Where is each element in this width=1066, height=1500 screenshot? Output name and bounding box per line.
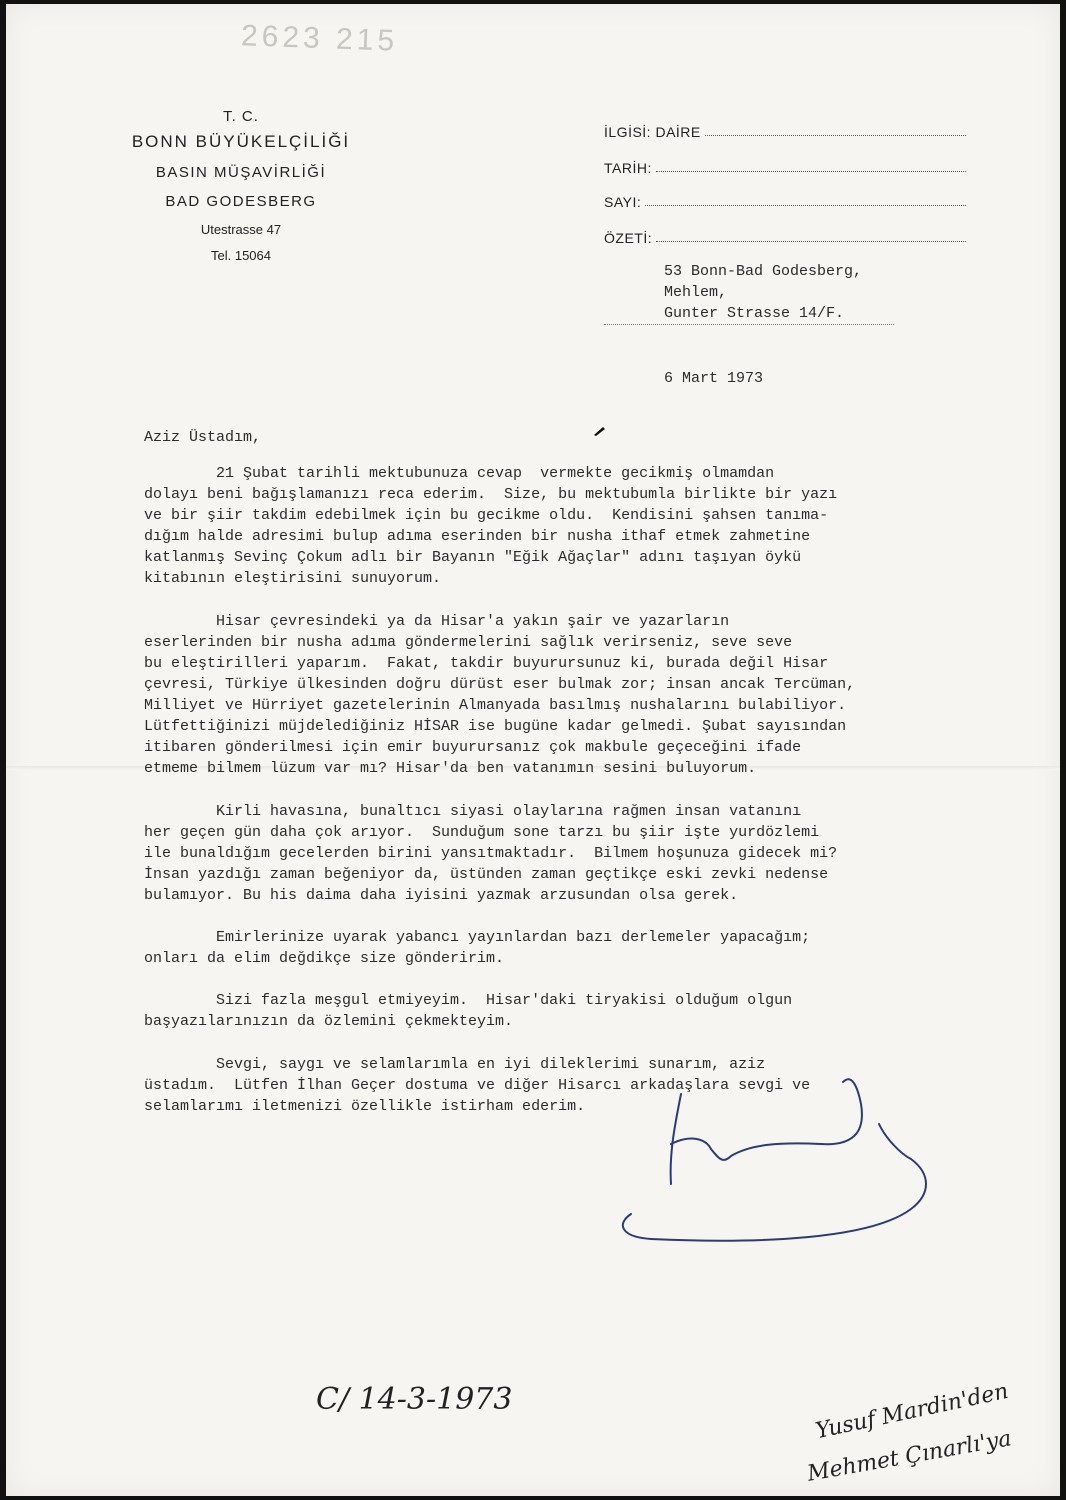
letterhead-phone: Tel. 15064 [211, 248, 271, 263]
reference-ozeti [604, 226, 966, 246]
ink-mark-icon [592, 424, 606, 438]
letter-date: 6 Mart 1973 [664, 370, 764, 387]
handwritten-note-to: Mehmet Çınarlı'ya [805, 1426, 1014, 1487]
handwritten-note-from: Yusuf Mardin'den [813, 1378, 1011, 1445]
letterhead-tc: T. C. [223, 108, 259, 125]
address-line: 53 Bonn-Bad Godesberg, [664, 263, 863, 280]
signature-icon [611, 1064, 951, 1264]
letterhead-city: BAD GODESBERG [165, 193, 317, 210]
reference-sayi [604, 190, 966, 210]
address-line: Gunter Strasse 14/F. [604, 303, 894, 325]
sender-address [664, 261, 894, 325]
letter-body: 21 Şubat tarihli mektubunuza cevap vermekte gecikmiş olmamdan dolayı beni bağışlamanızı reca ederim. Size, bu mektubumla birlikte bir yazı ve bir şiir takdim edebilmek için bu gecikme oldu. Kendisini şahsen tanıma- dığım halde adresimi bulup adıma eserinden bir nusha ithaf etmek zahmetine katlanmış Sevinç Çokum adlı bir Bayanın "Eğik Ağaçlar" adını taşıyan öykü kitabının eleştirisini sunuyorum. Hisar çevresindeki ya da Hisar'a yakın şair ve yazarların eserlerinden bir nusha adıma göndermelerini sağlık verirseniz, seve seve bu eleştirilleri yaparım. Fakat, takdir buyurursunuz ki, burada değil Hisar çevresi, Türkiye ülkesinden doğru dürüst eser bulmak zor; insan ancak Tercüman, Milliyet ve Hürriyet gazetelerinin Almanyada basılmış nushalarını bulabiliyor. Lütfettiğinizi müjdelediğiniz HİSAR ise bugüne kadar gelmedi. Şubat sayısından itibaren gönderilmesi için emir buyurursanız çok makbule geçeceğini ifade etmeme bilmem lüzum var mı? Hisar'da ben vatanımın sesini buluyorum. Kirli havasına, bunaltıcı siyasi olaylarına rağmen insan vatanını her geçen gün daha çok arıyor. Sunduğum sone tarzı bu şiir işte yurdözlemi ile bunaldığım gecelerden birini yansıtmaktadır. Bilmem hoşunuza gidecek mi? İnsan yazdığı zaman beğeniyor da, üstünden zaman geçtikçe eski zevki nedense bulamıyor. Bu his daima daha iyisini yazmak arzusundan olsa gerek. Emirlerinize uyarak yabancı yayınlardan bazı derlemeler yapacağım; onları da elim değdikçe size gönderirim. Sizi fazla meşgul etmiyeyim. Hisar'daki tiryakisi olduğum olgun başyazılarınızın da özlemini çekmekteyim. Sevgi, saygı ve selamlarımla en iyi dileklerimi sunarım, aziz üstadım. Lütfen İlhan Geçer dostuma ve diğer Hisarcı arkadaşlara sevgi ve selamlarımı iletmenizi özellikle istirham ederim. [144, 465, 856, 1115]
reference-tarih-label: TARİH: [604, 160, 652, 176]
reference-tarih [604, 156, 966, 176]
reference-ilgisi-label: İLGİSİ: DAİRE [604, 124, 701, 140]
letterhead-embassy: BONN BÜYÜKELÇİLİĞİ [131, 132, 351, 151]
reference-ozeti-label: ÖZETİ: [604, 230, 653, 246]
greeting: Aziz Üstadım, [144, 429, 262, 446]
letterhead-street: Utestrasse 47 [200, 222, 282, 237]
letterhead-press-office: BASIN MÜŞAVİRLİĞİ [155, 164, 327, 181]
reference-ilgisi [604, 120, 966, 140]
address-line: Mehlem, [664, 284, 728, 301]
letter-page [6, 4, 1060, 1496]
handwritten-reply-date: C/ 14-3-1973 [316, 1382, 513, 1417]
reference-sayi-label: SAYI: [604, 194, 642, 210]
pencil-archive-number: 2623 215 [240, 19, 399, 58]
